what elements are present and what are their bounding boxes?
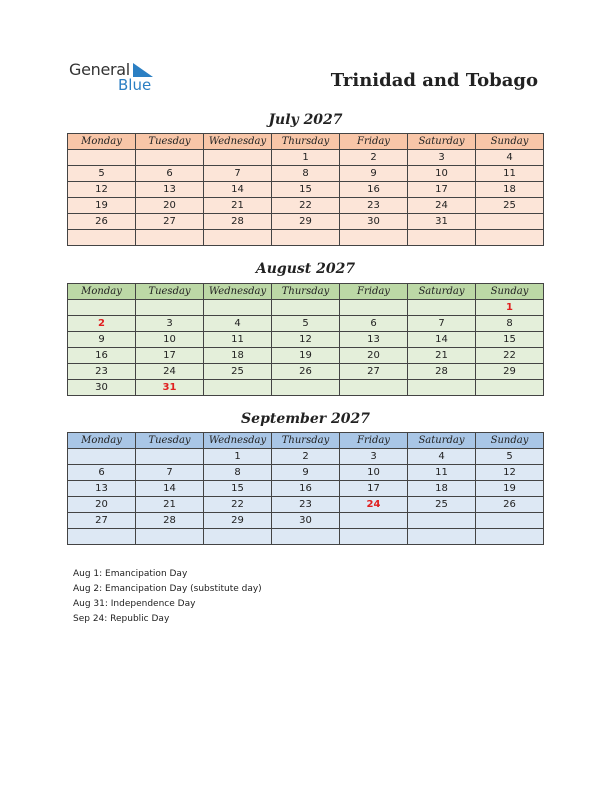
- weekday-tuesday: Tuesday: [136, 134, 204, 150]
- empty-day-cell: [340, 300, 408, 316]
- week-row: [68, 380, 544, 396]
- day-cell: 1: [476, 300, 544, 316]
- empty-day-cell: [136, 529, 204, 545]
- calendar-july: [67, 133, 544, 246]
- weekday-thursday: Thursday: [272, 284, 340, 300]
- day-cell: 22: [204, 497, 272, 513]
- day-cell: 25: [408, 497, 476, 513]
- empty-day-cell: [136, 300, 204, 316]
- day-cell: 3: [340, 449, 408, 465]
- day-cell: 30: [340, 214, 408, 230]
- day-cell: 31: [136, 380, 204, 396]
- week-row: [68, 449, 544, 465]
- empty-day-cell: [340, 230, 408, 246]
- weekday-header-row: [68, 284, 544, 300]
- day-cell: 24: [340, 497, 408, 513]
- day-cell: 29: [476, 364, 544, 380]
- empty-day-cell: [476, 513, 544, 529]
- weekday-monday: Monday: [68, 284, 136, 300]
- day-cell: 19: [68, 198, 136, 214]
- weekday-saturday: Saturday: [408, 284, 476, 300]
- week-row: [68, 198, 544, 214]
- day-cell: 28: [136, 513, 204, 529]
- day-cell: 2: [340, 150, 408, 166]
- week-row: [68, 316, 544, 332]
- empty-day-cell: [408, 380, 476, 396]
- empty-day-cell: [68, 300, 136, 316]
- day-cell: 8: [204, 465, 272, 481]
- day-cell: 24: [408, 198, 476, 214]
- day-cell: 22: [476, 348, 544, 364]
- day-cell: 25: [476, 198, 544, 214]
- empty-day-cell: [204, 150, 272, 166]
- week-row: [68, 182, 544, 198]
- day-cell: 4: [204, 316, 272, 332]
- day-cell: 10: [408, 166, 476, 182]
- day-cell: 17: [340, 481, 408, 497]
- day-cell: 12: [272, 332, 340, 348]
- day-cell: 14: [408, 332, 476, 348]
- empty-day-cell: [136, 449, 204, 465]
- empty-day-cell: [340, 529, 408, 545]
- day-cell: 2: [68, 316, 136, 332]
- weekday-wednesday: Wednesday: [204, 284, 272, 300]
- day-cell: 17: [408, 182, 476, 198]
- logo: [69, 60, 169, 96]
- month-title-july: July 2027: [268, 112, 343, 128]
- week-row: [68, 166, 544, 182]
- day-cell: 20: [136, 198, 204, 214]
- day-cell: 25: [204, 364, 272, 380]
- day-cell: 20: [68, 497, 136, 513]
- empty-day-cell: [136, 150, 204, 166]
- day-cell: 5: [68, 166, 136, 182]
- day-cell: 6: [340, 316, 408, 332]
- empty-day-cell: [136, 230, 204, 246]
- calendar-august: [67, 283, 544, 396]
- weekday-header-row: [68, 433, 544, 449]
- week-row: [68, 481, 544, 497]
- day-cell: 29: [272, 214, 340, 230]
- holiday-note: Aug 31: Independence Day: [73, 599, 196, 609]
- day-cell: 9: [272, 465, 340, 481]
- empty-day-cell: [340, 513, 408, 529]
- empty-day-cell: [68, 529, 136, 545]
- day-cell: 21: [408, 348, 476, 364]
- day-cell: 26: [476, 497, 544, 513]
- weekday-tuesday: Tuesday: [136, 433, 204, 449]
- day-cell: 19: [476, 481, 544, 497]
- week-row: [68, 300, 544, 316]
- day-cell: 1: [204, 449, 272, 465]
- day-cell: 22: [272, 198, 340, 214]
- weekday-wednesday: Wednesday: [204, 134, 272, 150]
- empty-day-cell: [272, 230, 340, 246]
- empty-day-cell: [476, 230, 544, 246]
- day-cell: 11: [476, 166, 544, 182]
- weekday-sunday: Sunday: [476, 134, 544, 150]
- day-cell: 23: [340, 198, 408, 214]
- empty-day-cell: [408, 300, 476, 316]
- weekday-thursday: Thursday: [272, 134, 340, 150]
- weekday-monday: Monday: [68, 134, 136, 150]
- day-cell: 12: [476, 465, 544, 481]
- day-cell: 16: [340, 182, 408, 198]
- day-cell: 18: [204, 348, 272, 364]
- day-cell: 9: [340, 166, 408, 182]
- day-cell: 28: [408, 364, 476, 380]
- logo-text-blue: Blue: [118, 76, 152, 94]
- day-cell: 2: [272, 449, 340, 465]
- day-cell: 4: [476, 150, 544, 166]
- day-cell: 15: [204, 481, 272, 497]
- day-cell: 18: [408, 481, 476, 497]
- day-cell: 11: [408, 465, 476, 481]
- day-cell: 21: [136, 497, 204, 513]
- empty-day-cell: [272, 300, 340, 316]
- day-cell: 18: [476, 182, 544, 198]
- empty-day-cell: [476, 380, 544, 396]
- week-row: [68, 513, 544, 529]
- day-cell: 5: [476, 449, 544, 465]
- day-cell: 7: [204, 166, 272, 182]
- day-cell: 13: [68, 481, 136, 497]
- day-cell: 1: [272, 150, 340, 166]
- day-cell: 24: [136, 364, 204, 380]
- empty-day-cell: [272, 380, 340, 396]
- month-title-september: September 2027: [241, 411, 370, 427]
- holiday-note: Sep 24: Republic Day: [73, 614, 170, 624]
- logo-triangle-icon: [133, 63, 153, 77]
- month-title-august: August 2027: [255, 261, 356, 277]
- empty-day-cell: [68, 449, 136, 465]
- day-cell: 5: [272, 316, 340, 332]
- day-cell: 27: [68, 513, 136, 529]
- day-cell: 14: [204, 182, 272, 198]
- empty-day-cell: [476, 529, 544, 545]
- day-cell: 23: [272, 497, 340, 513]
- day-cell: 14: [136, 481, 204, 497]
- day-cell: 8: [476, 316, 544, 332]
- day-cell: 8: [272, 166, 340, 182]
- weekday-monday: Monday: [68, 433, 136, 449]
- empty-day-cell: [272, 529, 340, 545]
- week-row: [68, 214, 544, 230]
- empty-day-cell: [408, 230, 476, 246]
- day-cell: 16: [272, 481, 340, 497]
- day-cell: 26: [272, 364, 340, 380]
- week-row: [68, 332, 544, 348]
- empty-day-cell: [476, 214, 544, 230]
- day-cell: 20: [340, 348, 408, 364]
- day-cell: 28: [204, 214, 272, 230]
- day-cell: 6: [68, 465, 136, 481]
- day-cell: 12: [68, 182, 136, 198]
- weekday-friday: Friday: [340, 284, 408, 300]
- weekday-saturday: Saturday: [408, 134, 476, 150]
- week-row: [68, 497, 544, 513]
- week-row: [68, 348, 544, 364]
- weekday-tuesday: Tuesday: [136, 284, 204, 300]
- weekday-header-row: [68, 134, 544, 150]
- week-row: [68, 529, 544, 545]
- day-cell: 13: [136, 182, 204, 198]
- week-row: [68, 230, 544, 246]
- empty-day-cell: [204, 230, 272, 246]
- empty-day-cell: [68, 230, 136, 246]
- day-cell: 19: [272, 348, 340, 364]
- holiday-note: Aug 2: Emancipation Day (substitute day): [73, 584, 262, 594]
- day-cell: 23: [68, 364, 136, 380]
- week-row: [68, 465, 544, 481]
- week-row: [68, 364, 544, 380]
- empty-day-cell: [68, 150, 136, 166]
- country-title: Trinidad and Tobago: [330, 70, 538, 91]
- day-cell: 3: [136, 316, 204, 332]
- day-cell: 7: [408, 316, 476, 332]
- day-cell: 7: [136, 465, 204, 481]
- day-cell: 21: [204, 198, 272, 214]
- day-cell: 29: [204, 513, 272, 529]
- day-cell: 30: [272, 513, 340, 529]
- calendar-september: [67, 432, 544, 545]
- day-cell: 15: [476, 332, 544, 348]
- holiday-note: Aug 1: Emancipation Day: [73, 569, 188, 579]
- empty-day-cell: [204, 529, 272, 545]
- empty-day-cell: [408, 529, 476, 545]
- day-cell: 15: [272, 182, 340, 198]
- weekday-wednesday: Wednesday: [204, 433, 272, 449]
- weekday-saturday: Saturday: [408, 433, 476, 449]
- day-cell: 30: [68, 380, 136, 396]
- empty-day-cell: [204, 300, 272, 316]
- day-cell: 27: [136, 214, 204, 230]
- weekday-thursday: Thursday: [272, 433, 340, 449]
- day-cell: 16: [68, 348, 136, 364]
- day-cell: 17: [136, 348, 204, 364]
- logo-text-general: General: [69, 60, 130, 79]
- week-row: [68, 150, 544, 166]
- day-cell: 3: [408, 150, 476, 166]
- day-cell: 26: [68, 214, 136, 230]
- weekday-sunday: Sunday: [476, 284, 544, 300]
- day-cell: 9: [68, 332, 136, 348]
- day-cell: 4: [408, 449, 476, 465]
- day-cell: 13: [340, 332, 408, 348]
- weekday-sunday: Sunday: [476, 433, 544, 449]
- day-cell: 31: [408, 214, 476, 230]
- empty-day-cell: [204, 380, 272, 396]
- day-cell: 10: [136, 332, 204, 348]
- weekday-friday: Friday: [340, 134, 408, 150]
- day-cell: 10: [340, 465, 408, 481]
- weekday-friday: Friday: [340, 433, 408, 449]
- day-cell: 27: [340, 364, 408, 380]
- day-cell: 11: [204, 332, 272, 348]
- day-cell: 6: [136, 166, 204, 182]
- empty-day-cell: [340, 380, 408, 396]
- holiday-notes: [73, 567, 262, 627]
- empty-day-cell: [408, 513, 476, 529]
